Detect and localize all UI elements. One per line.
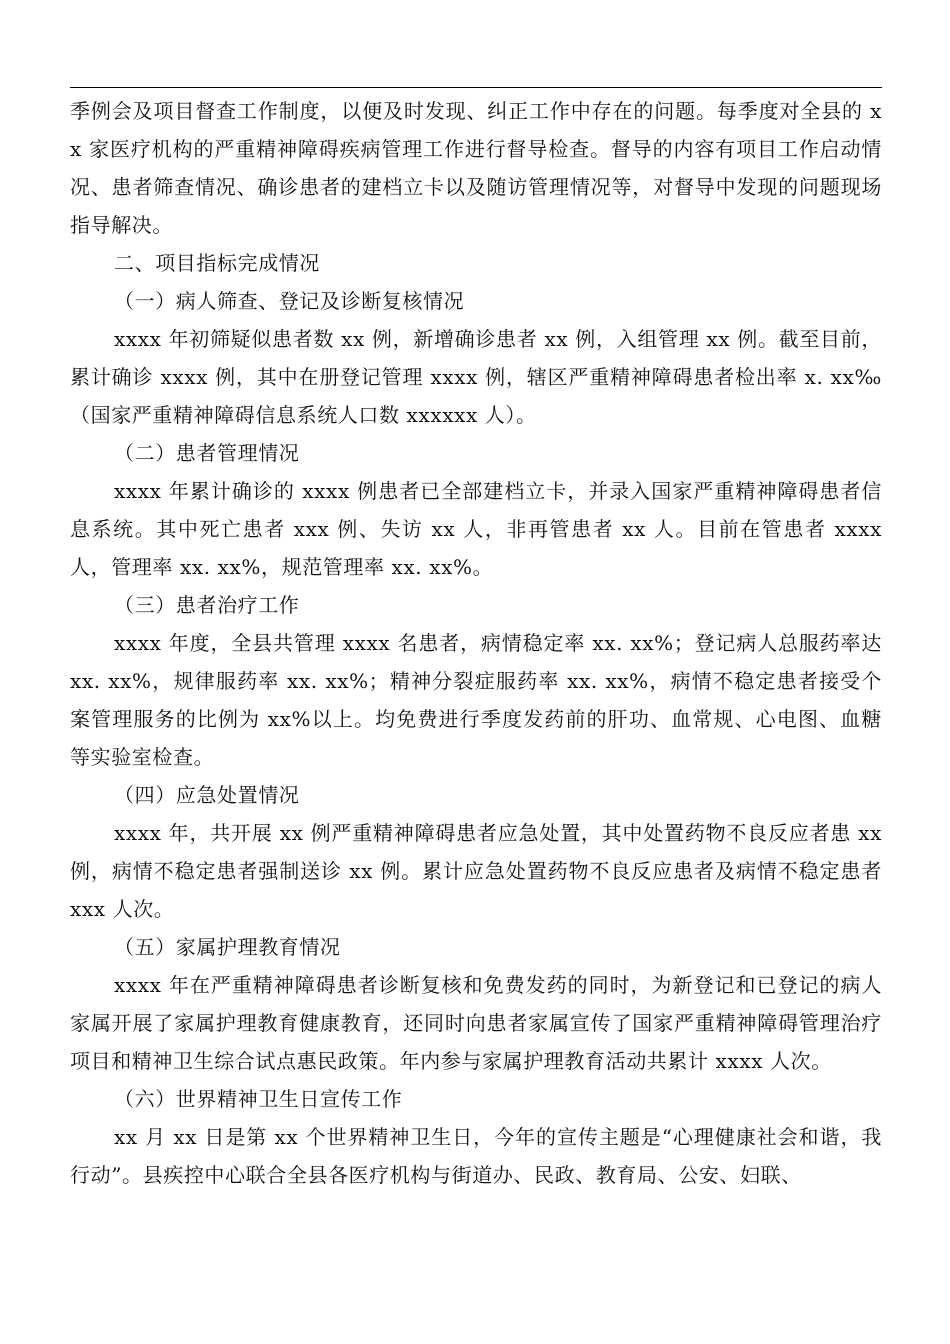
subheading-6: （六）世界精神卫生日宣传工作: [114, 1087, 403, 1111]
subheading-3: （三）患者治疗工作: [114, 593, 300, 617]
section-heading-2: 二、项目指标完成情况: [114, 251, 320, 275]
subheading-1: （一）病人筛查、登记及诊断复核情况: [114, 289, 465, 313]
subheading-5: （五）家属护理教育情况: [114, 935, 341, 959]
paragraph-screening: xxxx 年初筛疑似患者数 xx 例，新增确诊患者 xx 例，入组管理 xx 例。截至目前，累计确诊 xxxx 例，其中在册登记管理 xxxx 例，辖区严重精神障碍患者检出率 x. xx‰（国家严重精神障碍信息系统人口数 xxxxxx 人）。: [70, 327, 882, 427]
subheading-4: （四）应急处置情况: [114, 783, 300, 807]
paragraph-mental-health-day: xx 月 xx 日是第 xx 个世界精神卫生日，今年的宣传主题是“心理健康社会和谐，我行动”。县疾控中心联合全县各医疗机构与街道办、民政、教育局、公安、妇联、: [70, 1125, 882, 1187]
paragraph-emergency: xxxx 年，共开展 xx 例严重精神障碍患者应急处置，其中处置药物不良反应者患 xx 例，病情不稳定患者强制送诊 xx 例。累计应急处置药物不良反应患者及病情不稳定患者 xxx 人次。: [70, 821, 882, 921]
paragraph-family-education: xxxx 年在严重精神障碍患者诊断复核和免费发药的同时，为新登记和已登记的病人家属开展了家属护理教育健康教育，还同时向患者家属宣传了国家严重精神障碍管理治疗项目和精神卫生综合试点惠民政策。年内参与家属护理教育活动共累计 xxxx 人次。: [70, 973, 882, 1073]
paragraph-management: xxxx 年累计确诊的 xxxx 例患者已全部建档立卡，并录入国家严重精神障碍患者信息系统。其中死亡患者 xxx 例、失访 xx 人，非再管患者 xx 人。目前在管患者 xxxx 人，管理率 xx. xx%，规范管理率 xx. xx%。: [70, 479, 882, 579]
document-body: [70, 92, 882, 1194]
paragraph-continued-intro: 季例会及项目督查工作制度，以便及时发现、纠正工作中存在的问题。每季度对全县的 xx 家医疗机构的严重精神障碍疾病管理工作进行督导检查。督导的内容有项目工作启动情况、患者筛查情况、确诊患者的建档立卡以及随访管理情况等，对督导中发现的问题现场指导解决。: [70, 99, 882, 237]
paragraph-treatment: xxxx 年度，全县共管理 xxxx 名患者，病情稳定率 xx. xx%；登记病人总服药率达 xx. xx%，规律服药率 xx. xx%；精神分裂症服药率 xx. xx%，病情不稳定患者接受个案管理服务的比例为 xx%以上。均免费进行季度发药前的肝功、血常规、心电图、血糖等实验室检查。: [70, 631, 882, 769]
subheading-2: （二）患者管理情况: [114, 441, 300, 465]
header-rule: [70, 87, 882, 88]
